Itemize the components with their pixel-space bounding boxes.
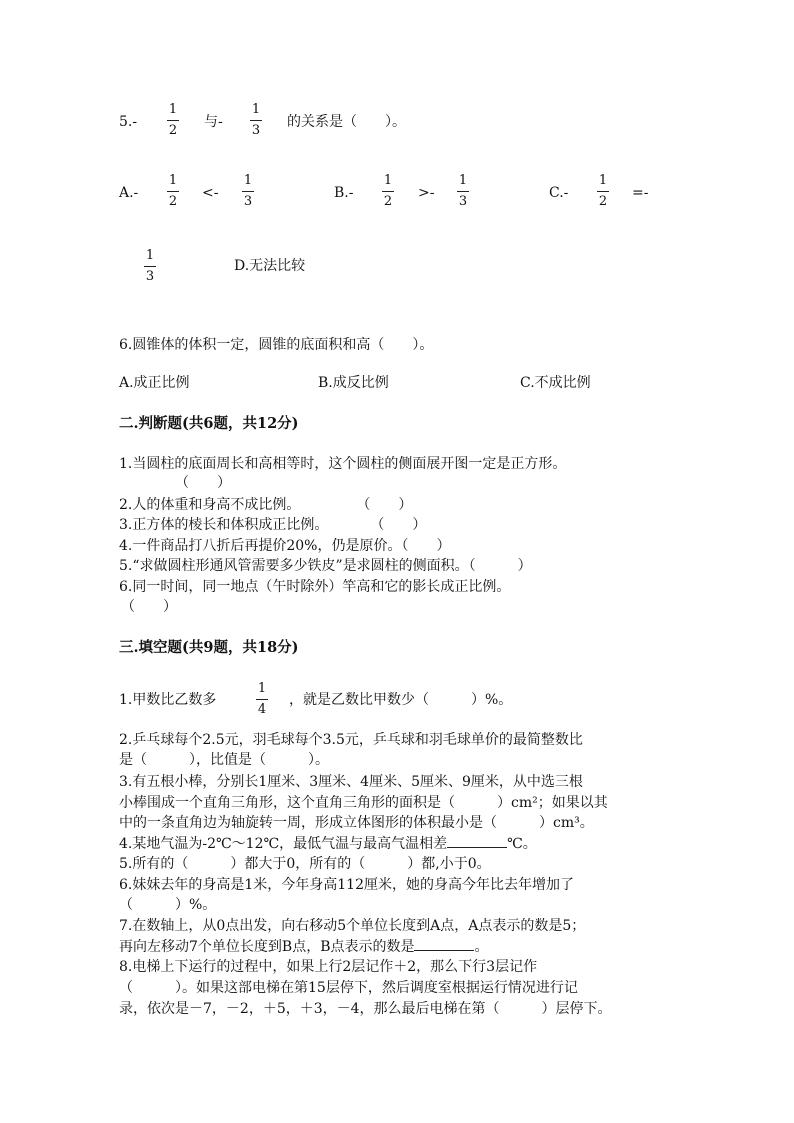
s3-line-11: 再向左移动7个单位长度到B点，B点表示的数是 。 bbox=[119, 939, 489, 955]
q5-option-b-frac1: 1 2 bbox=[383, 173, 393, 209]
q5-mid: 与- bbox=[204, 114, 223, 130]
section-2-title: 二.判断题(共6题，共12分) bbox=[119, 415, 299, 432]
s3-line-14: 录，依次是－7，－2，＋5，＋3，－4，那么最后电梯在第（ ）层停下。 bbox=[119, 1001, 612, 1017]
s3-q1-prefix: 1.甲数比乙数多 bbox=[119, 692, 217, 708]
s3-q1-fraction: 1 4 bbox=[257, 681, 267, 717]
answer-blank bbox=[414, 937, 474, 951]
s2-item-6: 6.同一时间，同一地点（午时除外）竿高和它的影长成正比例。 bbox=[119, 579, 511, 595]
q5-suffix: 的关系是（ ）。 bbox=[287, 114, 406, 130]
q6-option-b: B.成反比例 bbox=[318, 375, 389, 391]
q5-option-c-frac1: 1 2 bbox=[598, 173, 608, 209]
s3-line-2: 是（ ），比值是（ ）。 bbox=[119, 752, 329, 768]
s2-item-2: 2.人的体重和身高不成比例。 （ ） bbox=[119, 497, 413, 513]
s2-item-4: 4.一件商品打八折后再提价20%，仍是原价。（ ） bbox=[119, 538, 451, 554]
q5-option-a-frac2: 1 3 bbox=[243, 173, 253, 209]
section-3-title: 三.填空题(共9题，共18分) bbox=[119, 639, 299, 656]
s3-line-9: （ ）%。 bbox=[119, 897, 217, 913]
q6-stem: 6.圆锥体的体积一定，圆锥的底面积和高（ ）。 bbox=[119, 337, 434, 353]
s3-line-8: 6.妹妹去年的身高是1米，今年身高112厘米，她的身高今年比去年增加了 bbox=[119, 877, 574, 893]
s2-item-5: 5.“求做圆柱形通风管需要多少铁皮”是求圆柱的侧面积。（ ） bbox=[119, 558, 532, 574]
answer-blank bbox=[447, 834, 507, 848]
q5-option-c-op: =- bbox=[632, 185, 649, 201]
q5-prefix: 5.- bbox=[119, 114, 138, 130]
q5-fraction-third: 1 3 bbox=[251, 102, 261, 138]
s3-line-12: 8.电梯上下运行的过程中，如果上行2层记作＋2，那么下行3层记作 bbox=[119, 959, 538, 975]
q5-option-b-op: >- bbox=[418, 185, 435, 201]
s3-q1-suffix: ，就是乙数比甲数少（ ）%。 bbox=[289, 692, 513, 708]
q6-option-c: C.不成比例 bbox=[520, 375, 591, 391]
q5-option-c-frac2: 1 3 bbox=[145, 248, 155, 284]
q5-option-c-prefix: C.- bbox=[549, 185, 569, 201]
s3-line-5: 中的一条直角边为轴旋转一周，形成立体图形的体积最小是（ ）cm³。 bbox=[119, 815, 594, 831]
s3-line-13: （ ）。如果这部电梯在第15层停下，然后调度室根据运行情况进行记 bbox=[119, 980, 578, 996]
s2-item-1-paren: （ ） bbox=[175, 475, 231, 491]
q5-option-a-op: <- bbox=[202, 185, 219, 201]
q5-option-d: D.无法比较 bbox=[234, 258, 306, 274]
q5-option-a-prefix: A.- bbox=[119, 185, 139, 201]
s2-item-3: 3.正方体的棱长和体积成正比例。 （ ） bbox=[119, 517, 427, 533]
q5-option-b-frac2: 1 3 bbox=[458, 173, 468, 209]
s3-line-1: 2.乒乓球每个2.5元，羽毛球每个3.5元，乒乓球和羽毛球单价的最简整数比 bbox=[119, 732, 583, 748]
q5-fraction-half: 1 2 bbox=[168, 102, 178, 138]
s3-line-3: 3.有五根小棒，分别长1厘米、3厘米、4厘米、5厘米、9厘米，从中选三根 bbox=[119, 774, 583, 790]
q6-option-a: A.成正比例 bbox=[119, 375, 190, 391]
s3-line-7: 5.所有的（ ）都大于0，所有的（ ）都,小于0。 bbox=[119, 856, 491, 872]
s3-line-6: 4.某地气温为-2℃～12℃，最低气温与最高气温相差 ℃。 bbox=[119, 836, 537, 852]
q5-option-b-prefix: B.- bbox=[334, 185, 354, 201]
s3-line-4: 小棒围成一个直角三角形，这个直角三角形的面积是（ ）cm²；如果以其 bbox=[119, 795, 608, 811]
s2-item-1: 1.当圆柱的底面周长和高相等时，这个圆柱的侧面展开图一定是正方形。 bbox=[119, 456, 567, 472]
s2-item-6-paren: （ ） bbox=[121, 599, 177, 615]
s3-line-10: 7.在数轴上，从0点出发，向右移动5个单位长度到A点，A点表示的数是5； bbox=[119, 918, 586, 934]
q5-option-a-frac1: 1 2 bbox=[168, 173, 178, 209]
